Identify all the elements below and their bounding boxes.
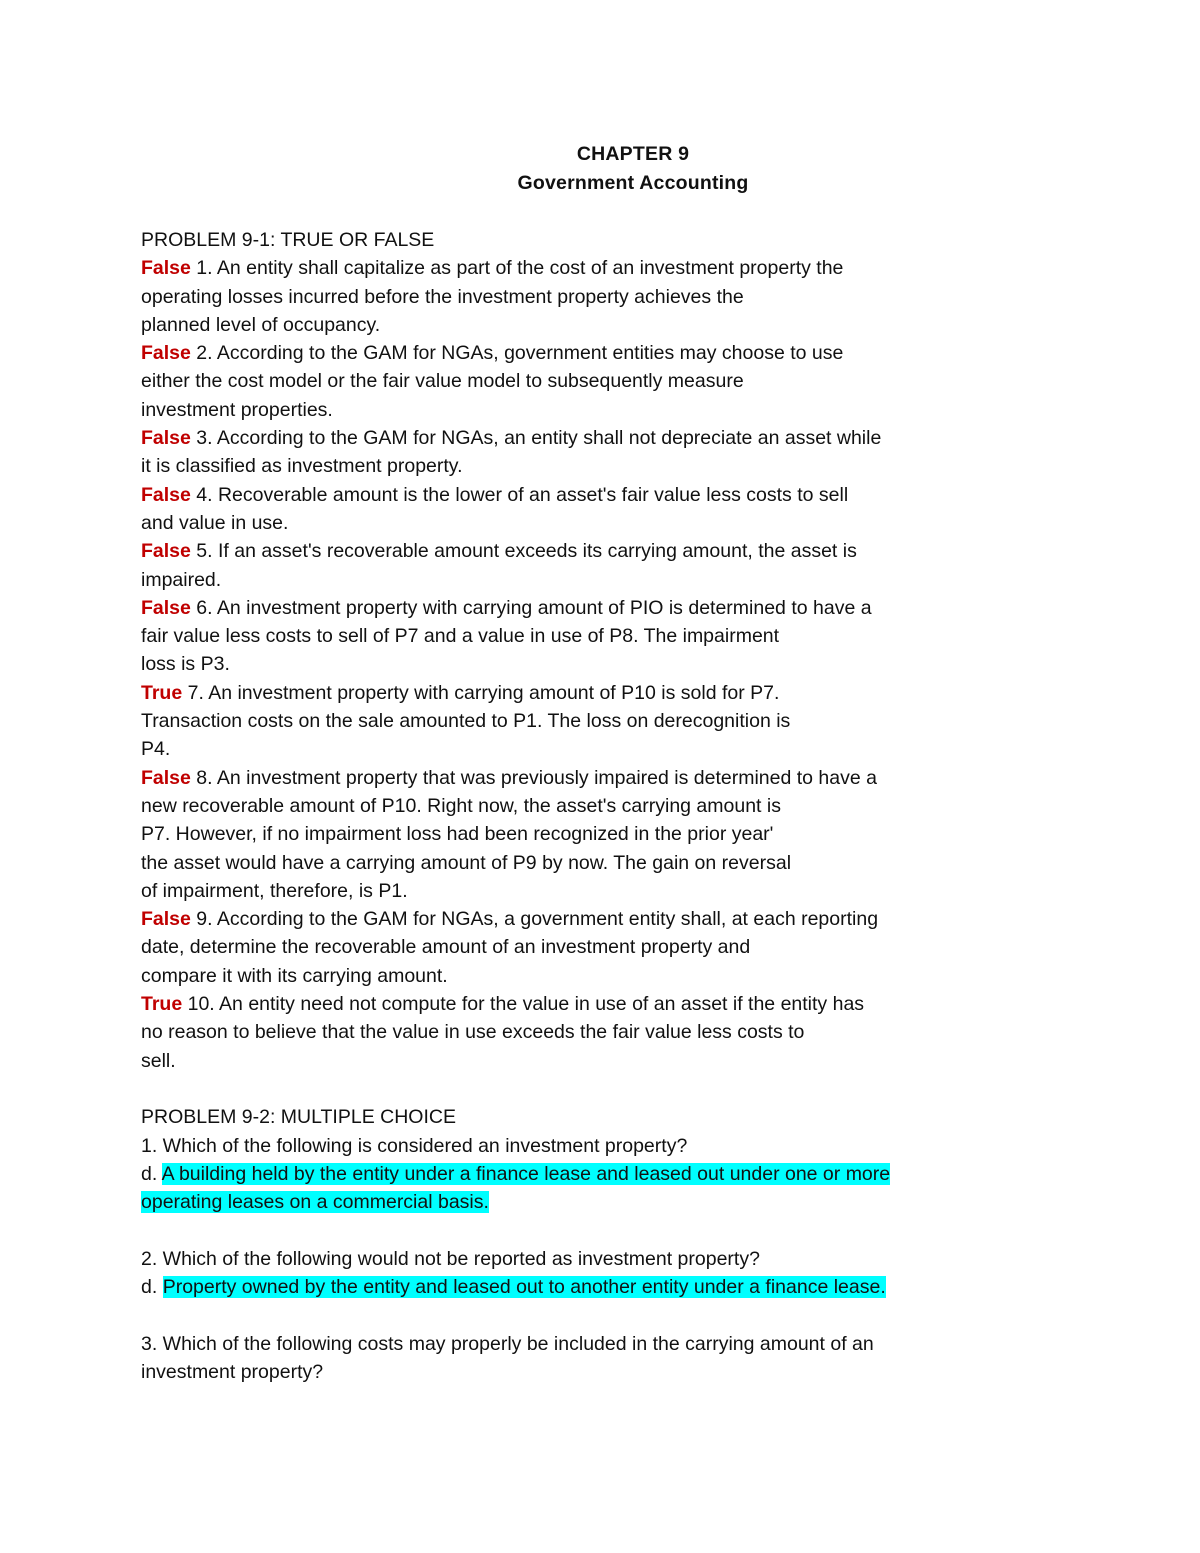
item-text-line: either the cost model or the fair value model to subsequently measure: [141, 370, 744, 393]
item-text: 3. According to the GAM for NGAs, an entity shall not depreciate an asset while: [190, 427, 882, 450]
highlighted-answer: operating leases on a commercial basis.: [141, 1191, 489, 1214]
item-text-line: loss is P3.: [141, 653, 230, 676]
highlighted-answer: Property owned by the entity and leased out to another entity under a finance lease.: [162, 1275, 886, 1298]
spacer: [141, 1216, 1161, 1244]
tf-item-4: [141, 481, 1161, 509]
tf-item-9: [141, 905, 1161, 933]
item-text-line: Transaction costs on the sale amounted to P1. The loss on derecognition is: [141, 710, 791, 733]
item-text: 7. An investment property with carrying amount of P10 is sold for P7.: [182, 681, 780, 704]
verdict-label: False: [141, 342, 191, 365]
item-text-line: planned level of occupancy.: [141, 313, 381, 336]
document-body: [141, 226, 1161, 1386]
item-text: 6. An investment property with carrying amount of PIO is determined to have a: [190, 596, 872, 619]
problem-2-heading: PROBLEM 9-2: MULTIPLE CHOICE: [141, 1106, 456, 1129]
verdict-label: False: [141, 483, 191, 506]
item-text-line: of impairment, therefore, is P1.: [141, 879, 408, 902]
tf-item-8: [141, 764, 1161, 792]
item-text-line: new recoverable amount of P10. Right now, the asset's carrying amount is: [141, 794, 781, 817]
mc-question-2: 2. Which of the following would not be reported as investment property?: [141, 1247, 760, 1270]
item-text-line: impaired.: [141, 568, 222, 591]
mc-question-3: 3. Which of the following costs may properly be included in the carrying amount of an: [141, 1332, 874, 1355]
item-text-line: P4.: [141, 738, 171, 761]
verdict-label: False: [141, 427, 191, 450]
answer-letter: d.: [141, 1162, 162, 1185]
mc-answer-2: [141, 1273, 1161, 1301]
item-text-line: fair value less costs to sell of P7 and a value in use of P8. The impairment: [141, 625, 780, 648]
verdict-label: False: [141, 908, 191, 931]
item-text: 4. Recoverable amount is the lower of an asset's fair value less costs to sell: [190, 483, 849, 506]
tf-item-7: [141, 679, 1161, 707]
item-text-line: investment properties.: [141, 398, 333, 421]
item-text-line: sell.: [141, 1049, 176, 1072]
item-text-line: and value in use.: [141, 511, 289, 534]
item-text-line: P7. However, if no impairment loss had been recognized in the prior year': [141, 823, 774, 846]
verdict-label: True: [141, 681, 183, 704]
problem-1-heading: PROBLEM 9-1: TRUE OR FALSE: [141, 229, 435, 251]
item-text: 8. An investment property that was previously impaired is determined to have a: [190, 766, 877, 789]
item-text: 10. An entity need not compute for the value in use of an asset if the entity has: [182, 993, 865, 1016]
tf-item-10: [141, 990, 1161, 1018]
item-text-line: operating losses incurred before the investment property achieves the: [141, 285, 744, 308]
tf-item-6: [141, 594, 1161, 622]
document-header: [0, 140, 1200, 198]
item-text: 2. According to the GAM for NGAs, government entities may choose to use: [190, 342, 844, 365]
subject-title: Government Accounting: [517, 172, 749, 194]
verdict-label: False: [141, 540, 191, 563]
verdict-label: False: [141, 257, 191, 280]
mc-answer-1-cont: [141, 1188, 1161, 1216]
spacer: [141, 1075, 1161, 1103]
item-text-line: the asset would have a carrying amount of P9 by now. The gain on reversal: [141, 851, 792, 874]
item-text-line: compare it with its carrying amount.: [141, 964, 448, 987]
mc-question-1: 1. Which of the following is considered an investment property?: [141, 1134, 688, 1157]
tf-item-5: [141, 537, 1161, 565]
item-text: 5. If an asset's recoverable amount exceeds its carrying amount, the asset is: [190, 540, 857, 563]
item-text-line: it is classified as investment property.: [141, 455, 463, 478]
verdict-label: False: [141, 766, 191, 789]
tf-item-1: [141, 254, 1161, 282]
spacer: [141, 1301, 1161, 1329]
item-text: 9. According to the GAM for NGAs, a government entity shall, at each reporting: [190, 908, 879, 931]
answer-letter: d.: [141, 1275, 163, 1298]
chapter-title: CHAPTER 9: [576, 143, 690, 165]
item-text-line: date, determine the recoverable amount of an investment property and: [141, 936, 751, 959]
mc-question-3-cont: investment property?: [141, 1360, 324, 1383]
item-text: 1. An entity shall capitalize as part of the cost of an investment property the: [190, 257, 844, 280]
item-text-line: no reason to believe that the value in use exceeds the fair value less costs to: [141, 1021, 805, 1044]
tf-item-2: [141, 339, 1161, 367]
mc-answer-1: [141, 1160, 1161, 1188]
verdict-label: True: [141, 993, 183, 1016]
highlighted-answer: A building held by the entity under a finance lease and leased out under one or more: [161, 1162, 891, 1185]
verdict-label: False: [141, 596, 191, 619]
tf-item-3: [141, 424, 1161, 452]
